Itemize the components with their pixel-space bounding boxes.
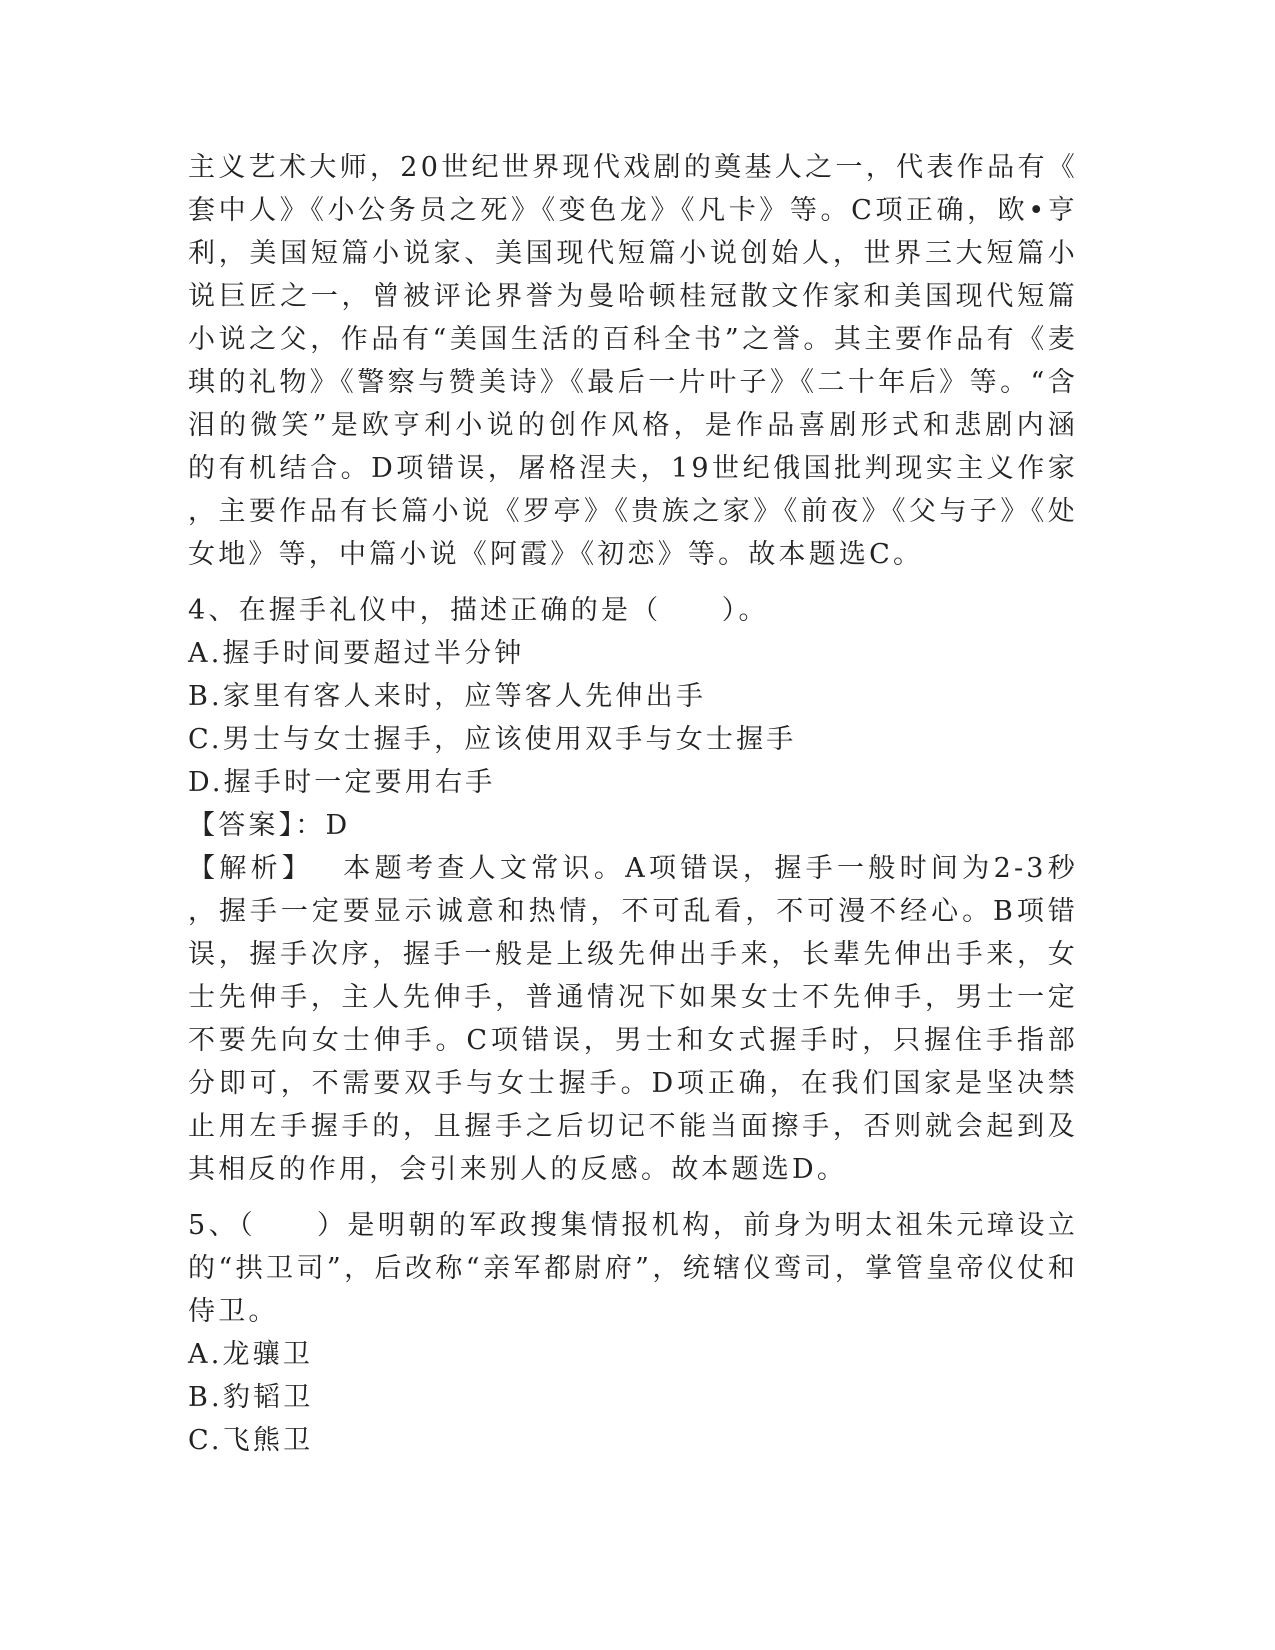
spacer bbox=[188, 1191, 1078, 1204]
question-4-option-a: A.握手时间要超过半分钟 bbox=[188, 638, 525, 669]
question-5-option-c: C.飞熊卫 bbox=[188, 1425, 314, 1456]
page-content bbox=[188, 146, 1078, 1462]
continuation-paragraph: 主义艺术大师，20世纪世界现代戏剧的奠基人之一，代表作品有《套中人》《小公务员之死》《变色龙》《凡卡》等。C项正确，欧•亨利，美国短篇小说家、美国现代短篇小说创始人，世界三大短篇小说巨匠之一，曾被评论界誉为曼哈顿桂冠散文作家和美国现代短篇小说之父，作品有“美国生活的百科全书”之誉。其主要作品有《麦琪的礼物》《警察与赞美诗》《最后一片叶子》《二十年后》等。“含泪的微笑”是欧亨利小说的创作风格，是作品喜剧形式和悲剧内涵的有机结合。D项错误，屠格涅夫，19世纪俄国批判现实主义作家，主要作品有长篇小说《罗亭》《贵族之家》《前夜》《父与子》《处女地》等，中篇小说《阿霞》《初恋》等。故本题选C。 bbox=[188, 152, 1078, 570]
question-4-title: 4、在握手礼仪中，描述正确的是（ ）。 bbox=[188, 595, 769, 626]
question-4-analysis bbox=[188, 847, 1078, 1191]
analysis-label: 【解析】 bbox=[188, 853, 314, 884]
question-5-option-a: A.龙骧卫 bbox=[188, 1339, 314, 1370]
question-4-answer: 【答案】：D bbox=[188, 810, 351, 841]
question-5-title: 5、（ ）是明朝的军政搜集情报机构，前身为明太祖朱元璋设立的“拱卫司”，后改称“亲军都尉府”，统辖仪鸾司，掌管皇帝仪仗和侍卫。 bbox=[188, 1210, 1078, 1327]
question-5 bbox=[188, 1204, 1078, 1462]
question-5-option-b: B.豹韬卫 bbox=[188, 1382, 314, 1413]
question-4-option-c: C.男士与女士握手，应该使用双手与女士握手 bbox=[188, 724, 797, 755]
question-4-option-b: B.家里有客人来时，应等客人先伸出手 bbox=[188, 681, 707, 712]
analysis-text: 本题考查人文常识。A项错误，握手一般时间为2-3秒，握手一定要显示诚意和热情，不可乱看，不可漫不经心。B项错误，握手次序，握手一般是上级先伸出手来，长辈先伸出手来，女士先伸手，主人先伸手，普通情况下如果女士不先伸手，男士一定不要先向女士伸手。C项错误，男士和女式握手时，只握住手指部分即可，不需要双手与女士握手。D项正确，在我们国家是坚决禁止用左手握手的，且握手之后切记不能当面擦手，否则就会起到及其相反的作用，会引来别人的反感。故本题选D。 bbox=[188, 853, 1078, 1185]
question-4 bbox=[188, 589, 1078, 1191]
spacer bbox=[188, 576, 1078, 589]
question-4-option-d: D.握手时一定要用右手 bbox=[188, 767, 496, 798]
